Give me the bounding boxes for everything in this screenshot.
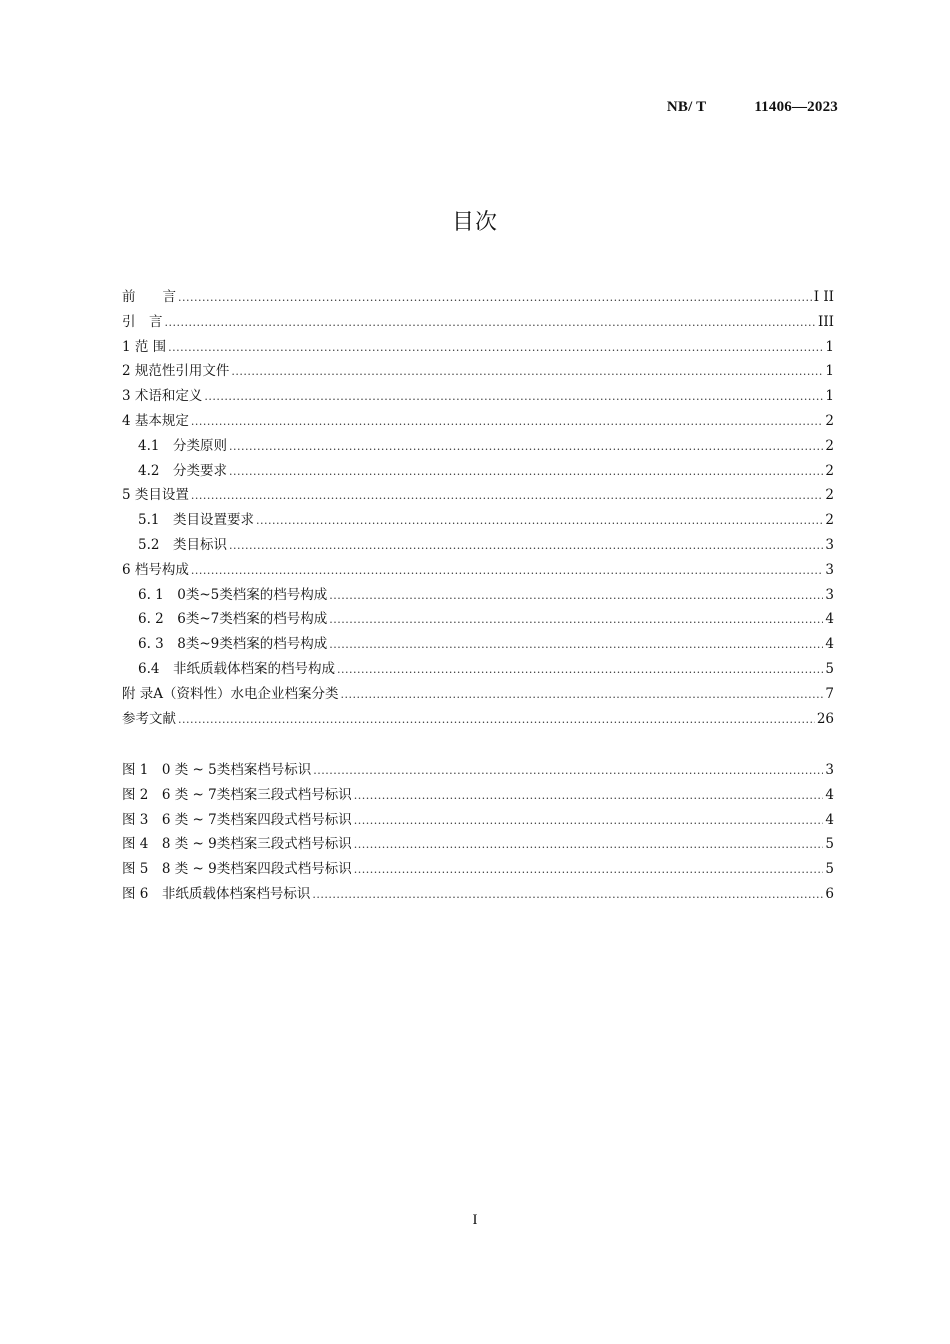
toc-entry-page: 5 [825,660,834,677]
toc-entry-label: 6. 1 0类~5类档案的档号构成 [138,586,328,603]
toc-entry-6-4[interactable] [122,657,834,682]
standard-code: NB/ T [666,99,707,115]
figure-entry-page: 5 [825,861,834,878]
toc-list [122,285,834,731]
toc-entry-page: 26 [816,710,834,727]
toc-entry-page: 1 [825,363,834,380]
figure-entry-4[interactable] [122,832,834,857]
toc-leader-dots [204,390,823,403]
toc-entry-page: 1 [825,338,834,355]
page-number: I [472,1212,478,1228]
toc-entry-terms[interactable] [122,384,834,409]
figure-entry-label: 图 1 0 类 ~ 5类档案档号标识 [122,762,312,778]
toc-leader-dots [178,291,812,304]
figure-entry-1[interactable] [122,758,834,783]
toc-entry-scope[interactable] [122,335,834,360]
toc-entry-4-1[interactable] [122,434,834,459]
toc-entry-6-3[interactable] [122,632,834,657]
toc-leader-dots [329,613,823,626]
toc-entry-5-2[interactable] [122,533,834,558]
toc-leader-dots [229,440,823,453]
toc-entry-introduction[interactable] [122,310,834,335]
page-header [667,99,838,116]
toc-leader-dots [313,764,823,777]
figure-entry-page: 3 [825,762,834,778]
toc-entry-page: 2 [825,487,834,504]
toc-entry-5-1[interactable] [122,508,834,533]
toc-entry-bibliography[interactable] [122,707,834,732]
toc-entry-page: 3 [825,586,834,603]
toc-leader-dots [229,539,823,552]
toc-entry-label: 参考文献 [122,710,176,727]
toc-entry-label: 前 言 [122,289,176,305]
toc-entry-page: 2 [825,437,834,454]
toc-entry-6-1[interactable] [122,583,834,608]
toc-entry-label: 2 规范性引用文件 [122,363,230,380]
toc-leader-dots [354,863,824,876]
toc-entry-page: 2 [825,512,834,529]
figure-entry-label: 图 5 8 类 ~ 9类档案四段式档号标识 [122,861,352,878]
toc-entry-label: 4.2 分类要求 [138,462,227,479]
toc-leader-dots [231,365,823,378]
toc-entry-foreword[interactable] [122,285,834,310]
toc-entry-page: 7 [825,685,834,702]
toc-entry-label: 1 范 围 [122,338,167,355]
figure-entry-page: 6 [825,885,834,902]
toc-leader-dots [178,713,815,726]
toc-title: 目次 [451,210,498,235]
figure-entry-page: 5 [825,836,834,853]
figure-list [122,758,834,907]
figure-entry-3[interactable] [122,808,834,833]
toc-entry-page: 3 [825,536,834,553]
toc-entry-page: 4 [825,611,834,628]
toc-leader-dots [165,316,817,329]
toc-entry-4-2[interactable] [122,459,834,484]
toc-entry-page: 1 [825,388,834,405]
figure-entry-label: 图 3 6 类 ~ 7类档案四段式档号标识 [122,811,352,828]
figure-entry-label: 图 4 8 类 ~ 9类档案三段式档号标识 [122,836,352,853]
toc-leader-dots [354,838,824,851]
toc-leader-dots [329,589,823,602]
toc-entry-label: 5 类目设置 [122,487,189,504]
toc-entry-label: 引 言 [122,313,163,330]
toc-entry-label: 6 档号构成 [122,561,189,578]
toc-entry-label: 6.4 非纸质载体档案的档号构成 [138,660,335,677]
toc-leader-dots [229,465,823,478]
standard-number: 11406—2023 [754,99,838,115]
figure-entry-page: 4 [825,811,834,828]
figure-entry-label: 图 2 6 类 ~ 7类档案三段式档号标识 [122,786,352,803]
toc-entry-category-setup[interactable] [122,483,834,508]
toc-entry-6-2[interactable] [122,607,834,632]
toc-leader-dots [354,789,824,802]
toc-entry-label: 5.2 类目标识 [138,536,227,553]
toc-entry-label: 4 基本规定 [122,412,189,429]
toc-entry-label: 5.1 类目设置要求 [138,512,254,529]
toc-entry-basic-rules[interactable] [122,409,834,434]
toc-entry-page: III [818,313,834,330]
toc-entry-archive-number[interactable] [122,558,834,583]
figure-entry-label: 图 6 非纸质载体档案档号标识 [122,885,311,902]
toc-entry-page: I II [813,289,834,305]
toc-entry-label: 3 术语和定义 [122,388,203,405]
toc-entry-label: 4.1 分类原则 [138,437,227,454]
toc-entry-page: 3 [825,561,834,578]
toc-leader-dots [312,888,823,901]
toc-leader-dots [329,638,823,651]
toc-leader-dots [337,663,823,676]
figure-entry-5[interactable] [122,857,834,882]
toc-entry-normative-references[interactable] [122,359,834,384]
toc-leader-dots [191,564,824,577]
toc-entry-appendix-a[interactable] [122,682,834,707]
toc-entry-page: 2 [825,412,834,429]
toc-entry-page: 4 [825,636,834,653]
figure-entry-page: 4 [825,786,834,803]
toc-leader-dots [256,514,823,527]
toc-leader-dots [168,341,823,354]
toc-entry-label: 6. 3 8类~9类档案的档号构成 [138,636,328,653]
figure-entry-6[interactable] [122,882,834,907]
toc-leader-dots [191,415,824,428]
toc-entry-label: 附 录A（资料性）水电企业档案分类 [122,685,339,702]
toc-leader-dots [354,814,824,827]
toc-entry-label: 6. 2 6类~7类档案的档号构成 [138,611,328,628]
toc-leader-dots [341,688,824,701]
toc-entry-page: 2 [825,462,834,479]
figure-entry-2[interactable] [122,783,834,808]
toc-leader-dots [191,489,824,502]
